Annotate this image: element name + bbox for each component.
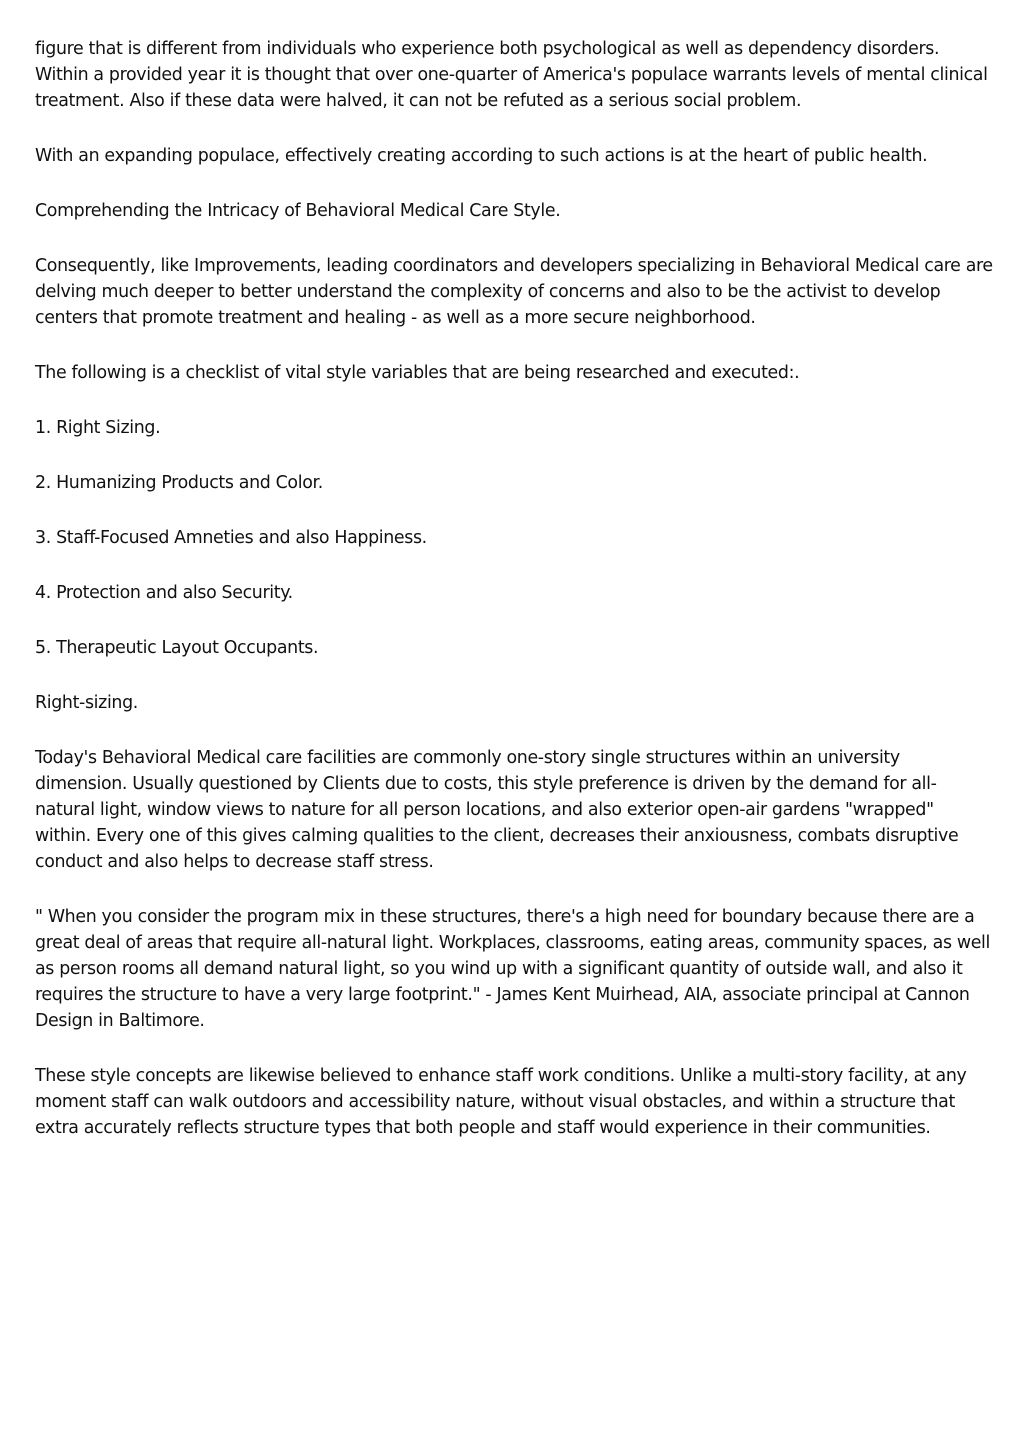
paragraph-public-health: With an expanding populace, effectively creating according to such actions is at the heart of public health. xyxy=(35,146,928,166)
list-item-humanizing: 2. Humanizing Products and Color. xyxy=(35,473,323,493)
paragraph-staff-conditions: These style concepts are likewise believed to enhance staff work conditions. Unlike a multi-story facility, at any moment staff can walk outdoors and accessibility nature, without visual obstacles, and within a structure that extra accurately reflects structure types that both people and staff would experience in their communities. xyxy=(35,1066,967,1138)
paragraph-quote: " When you consider the program mix in these structures, there's a high need for boundary because there are a great deal of areas that require all-natural light. Workplaces, classrooms, eating areas, community spaces, as well as person rooms all demand natural light, so you wind up with a significant quantity of outside wall, and also it requires the structure to have a very large footprint." - James Kent Muirhead, AIA, associate principal at Cannon Design in Baltimore. xyxy=(35,907,991,1031)
list-item-right-sizing: 1. Right Sizing. xyxy=(35,418,161,438)
paragraph-intro-statistics: figure that is different from individuals who experience both psychological as well as dependency disorders. Within a provided year it is thought that over one-quarter of America's populace warrants levels of mental clinical treatment. Also if these data were halved, it can not be refuted as a serious social problem. xyxy=(35,39,988,111)
paragraph-facilities: Today's Behavioral Medical care facilities are commonly one-story single structures within an university dimension. Usually questioned by Clients due to costs, this style preference is driven by the demand for all-natural light, window views to nature for all person locations, and also exterior open-air gardens "wrapped" within. Every one of this gives calming qualities to the client, decreases their anxiousness, combats disruptive conduct and also helps to decrease staff stress. xyxy=(35,748,959,872)
section-heading-right-sizing: Right-sizing. xyxy=(35,693,138,713)
list-item-staff-focused: 3. Staff-Focused Amneties and also Happiness. xyxy=(35,528,427,548)
list-item-protection: 4. Protection and also Security. xyxy=(35,583,293,603)
paragraph-coordinators: Consequently, like Improvements, leading coordinators and developers specializing in Behavioral Medical care are delving much deeper to better understand the complexity of concerns and also to be the activist to develop centers that promote treatment and healing - as well as a more secure neighborhood. xyxy=(35,256,993,328)
section-heading-intricacy: Comprehending the Intricacy of Behavioral Medical Care Style. xyxy=(35,201,561,221)
list-item-therapeutic: 5. Therapeutic Layout Occupants. xyxy=(35,638,319,658)
paragraph-checklist-intro: The following is a checklist of vital style variables that are being researched and executed:. xyxy=(35,363,800,383)
document-body xyxy=(35,36,993,1170)
